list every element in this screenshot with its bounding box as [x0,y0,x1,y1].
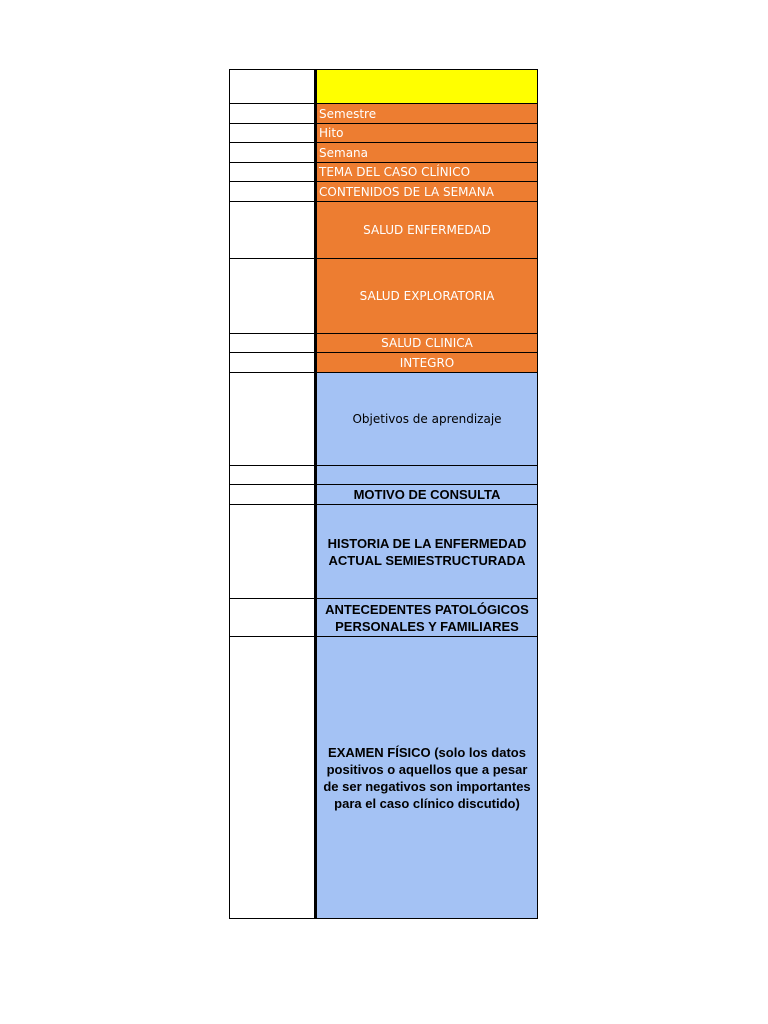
salud-exploratoria-label: SALUD EXPLORATORIA [359,289,495,303]
salud-clinica-label: SALUD CLINICA [381,336,473,350]
table-row-examen [229,636,538,919]
antecedentes-label: ANTECEDENTES PATOLÓGICOS PERSONALES Y FAMILIARES [325,601,529,634]
table-row-hito [229,123,538,143]
tema-cell[interactable] [315,162,538,182]
examen-fisico-label: EXAMEN FÍSICO (solo los datos positivos o aquellos que a pesar de ser negativos son importantes para el caso clínico discutido) [323,744,531,811]
left-cell[interactable] [229,142,315,163]
salud-enfermedad-label: SALUD ENFERMEDAD [363,223,491,237]
clinical-case-template-table [229,69,538,919]
table-row-historia [229,504,538,599]
contenidos-cell[interactable] [315,181,538,202]
semana-label: Semana [319,145,369,160]
left-cell[interactable] [229,372,315,466]
table-row-salud-exploratoria [229,258,538,334]
table-row-empty [229,465,538,485]
semestre-label: Semestre [319,106,377,121]
left-cell[interactable] [229,484,315,505]
table-row-contenidos [229,181,538,202]
objetivos-label: Objetivos de aprendizaje [352,412,502,426]
objetivos-cell[interactable] [315,372,538,466]
salud-enfermedad-cell[interactable] [315,201,538,259]
motivo-label: MOTIVO DE CONSULTA [353,487,501,502]
table-row-motivo [229,484,538,505]
historia-label: HISTORIA DE LA ENFERMEDAD ACTUAL SEMIESTRUCTURADA [327,535,527,568]
left-cell[interactable] [229,465,315,485]
table-row-semestre [229,103,538,124]
tema-label: TEMA DEL CASO CLÍNICO [319,165,471,179]
motivo-cell[interactable] [315,484,538,505]
empty-cell[interactable] [315,465,538,485]
integro-cell[interactable] [315,352,538,373]
left-cell[interactable] [229,504,315,599]
table-row-salud-enfermedad [229,201,538,259]
hito-label: Hito [319,126,344,140]
table-row-semana [229,142,538,163]
left-cell[interactable] [229,103,315,124]
left-cell[interactable] [229,181,315,202]
antecedentes-cell[interactable] [315,598,538,637]
title-cell[interactable] [315,69,538,104]
table-row-integro [229,352,538,373]
left-cell[interactable] [229,352,315,373]
table-row-salud-clinica [229,333,538,353]
salud-clinica-cell[interactable] [315,333,538,353]
semana-cell[interactable] [315,142,538,163]
table-row-objetivos [229,372,538,466]
left-cell[interactable] [229,258,315,334]
table-row-header [229,69,538,104]
semestre-cell[interactable] [315,103,538,124]
left-cell[interactable] [229,636,315,919]
salud-exploratoria-cell[interactable] [315,258,538,334]
table-row-tema [229,162,538,182]
left-cell[interactable] [229,201,315,259]
contenidos-label: CONTENIDOS DE LA SEMANA [319,184,494,199]
left-cell[interactable] [229,162,315,182]
left-cell[interactable] [229,598,315,637]
left-cell[interactable] [229,123,315,143]
hito-cell[interactable] [315,123,538,143]
table-row-antecedentes [229,598,538,637]
integro-label: INTEGRO [399,355,455,370]
left-cell[interactable] [229,333,315,353]
examen-fisico-cell[interactable] [315,636,538,919]
left-cell[interactable] [229,69,315,104]
historia-cell[interactable] [315,504,538,599]
